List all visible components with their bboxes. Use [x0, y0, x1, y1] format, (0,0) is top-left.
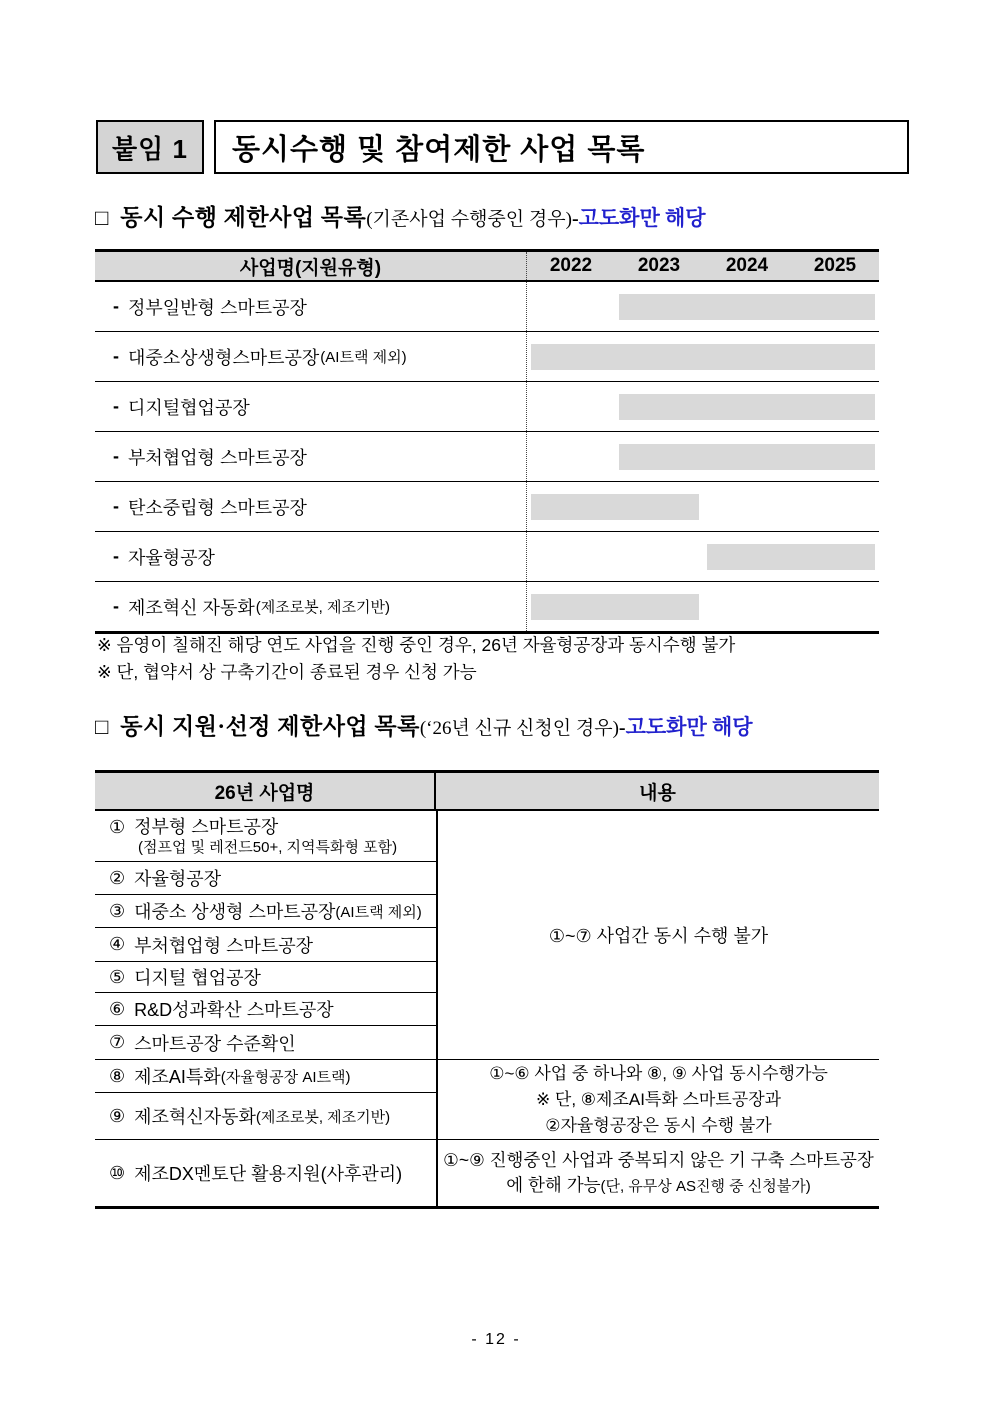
circled-number: ⑦ — [109, 1032, 126, 1052]
program-sub: (자율형공장 AI트랙) — [220, 1068, 351, 1086]
table-row-item-1 — [95, 811, 436, 862]
table-row-item-9 — [95, 1093, 436, 1140]
content-line: ※ 단, ⑧제조AI특화 스마트공장과 — [535, 1089, 782, 1109]
content-line: ②자율형공장은 동시 수행 불가 — [545, 1115, 772, 1135]
section1-title-highlight: 고도화만 해당 — [578, 206, 706, 230]
table-row-item-8 — [95, 1060, 436, 1093]
content-small: (단, 유무상 AS진행 중 신청불가) — [600, 1177, 811, 1195]
program-name: R&D성과확산 스마트공장 — [134, 1000, 334, 1020]
program-name: 정부일반형 스마트공장 — [128, 297, 307, 318]
program-name: 스마트공장 수준확인 — [134, 1033, 296, 1054]
content-main: ①~⑨ 진행중인 사업과 중복되지 않은 기 구축 스마트공장에 한해 가능 — [443, 1149, 874, 1195]
program-sub: (제조로봇, 제조기반) — [255, 599, 390, 616]
year-header: 2023 — [637, 255, 681, 276]
page-title-box — [214, 120, 909, 174]
program-sub: (AI트랙 제외) — [320, 349, 407, 366]
table-row-item-5 — [95, 962, 436, 993]
program-name: 디지털협업공장 — [128, 397, 250, 418]
shade-bar — [531, 594, 699, 620]
content-line: ①~⑦ 사업간 동시 수행 불가 — [548, 926, 769, 946]
program-name: 탄소중립형 스마트공장 — [128, 497, 307, 518]
program-name: 제조DX멘토단 활용지원(사후관리) — [134, 1164, 403, 1184]
program-name: 디지털 협업공장 — [134, 968, 261, 988]
circled-number: ④ — [109, 934, 126, 954]
section2-title-highlight: 고도화만 해당 — [625, 715, 753, 739]
circled-number: ⑥ — [109, 998, 126, 1019]
program-name: 자율형공장 — [128, 547, 215, 568]
table-row-item-6 — [95, 993, 436, 1026]
table2-header-row — [95, 773, 879, 811]
section2-title-dash: - — [618, 717, 626, 739]
year-header: 2024 — [725, 255, 769, 276]
section2-title-paren: (‘26년 신규 신청인 경우) — [419, 718, 619, 739]
table1-year-headers — [526, 252, 879, 280]
program-name: 대중소 상생형 스마트공장 — [134, 902, 336, 922]
section1-title-paren: (기존사업 수행중인 경우) — [366, 209, 572, 230]
program-name: 부처협업형 스마트공장 — [128, 447, 307, 468]
content-line: ①~⑥ 사업 중 하나와 ⑧, ⑨ 사업 동시수행가능 — [489, 1063, 828, 1083]
table-row-item-3 — [95, 895, 436, 928]
section1-heading — [95, 199, 706, 232]
attachment-badge — [96, 120, 204, 174]
row-dash: - — [113, 296, 119, 316]
content-cell-group3 — [436, 1140, 879, 1206]
table1-header-row — [95, 252, 879, 282]
program-name: 대중소상생형스마트공장 — [128, 347, 320, 368]
circled-number: ⑨ — [109, 1105, 126, 1126]
circled-number: ⑧ — [109, 1065, 126, 1086]
circled-number: ② — [109, 867, 126, 888]
section2-title: 동시 지원·선정 제한사업 목록 — [120, 714, 420, 739]
shade-bar — [619, 394, 875, 420]
table-row — [95, 382, 879, 432]
table-row — [95, 582, 879, 631]
note-line: ※ 단, 협약서 상 구축기간이 종료된 경우 신청 가능 — [97, 662, 477, 682]
section1-title-dash: - — [571, 208, 579, 230]
circled-number: ⑤ — [109, 966, 126, 987]
program-name: 제조AI특화 — [134, 1067, 221, 1087]
page-number: - 12 - — [471, 1331, 521, 1348]
table2-body — [95, 811, 879, 1206]
program-name: 제조혁신 자동화 — [128, 597, 255, 618]
square-bullet-icon: □ — [95, 714, 109, 739]
program-sub: (AI트랙 제외) — [335, 903, 422, 921]
table-row-item-7 — [95, 1026, 436, 1060]
program-name: 자율형공장 — [134, 869, 222, 889]
table2-col1-header: 26년 사업명 — [95, 773, 436, 809]
section1-title: 동시 수행 제한사업 목록 — [120, 205, 367, 230]
shade-bar — [619, 294, 875, 320]
row-dash: - — [113, 496, 119, 516]
shade-bar — [619, 444, 875, 470]
concurrent-restriction-table — [95, 249, 879, 634]
attachment-badge-label: 붙임 1 — [112, 133, 188, 164]
program-subline: (점프업 및 레전드50+, 지역특화형 포함) — [138, 838, 398, 856]
program-name: 정부형 스마트공장 — [134, 816, 279, 837]
row-dash: - — [113, 396, 119, 416]
shade-bar — [707, 544, 875, 570]
row-dash: - — [113, 546, 119, 566]
program-sub: (제조로봇, 제조기반) — [255, 1108, 391, 1126]
table2-col2-header: 내용 — [639, 782, 676, 804]
circled-number: ⑩ — [109, 1162, 126, 1183]
section2-heading — [95, 708, 753, 741]
table-row — [95, 482, 879, 532]
square-bullet-icon: □ — [95, 205, 109, 230]
shade-bar — [531, 344, 875, 370]
table-row — [95, 532, 879, 582]
note-line: ※ 음영이 칠해진 해당 연도 사업을 진행 중인 경우, 26년 자율형공장과 동시수행 불가 — [97, 635, 736, 655]
content-cell-group1 — [436, 811, 879, 1060]
page-title: 동시수행 및 참여제한 사업 목록 — [232, 133, 646, 166]
row-dash: - — [113, 596, 119, 616]
shade-bar — [531, 494, 699, 520]
selection-restriction-table — [95, 770, 879, 1209]
table-row — [95, 432, 879, 482]
circled-number: ① — [109, 816, 126, 837]
content-cell-group2 — [436, 1060, 879, 1140]
program-name: 제조혁신자동화 — [134, 1107, 256, 1127]
table-row-item-10 — [95, 1140, 436, 1206]
circled-number: ③ — [109, 900, 126, 921]
row-dash: - — [113, 346, 119, 366]
year-header: 2022 — [549, 255, 593, 276]
program-name: 부처협업형 스마트공장 — [134, 935, 314, 956]
year-header: 2025 — [813, 255, 857, 276]
table-row-item-4 — [95, 928, 436, 962]
table1-notes — [97, 632, 735, 686]
table-row — [95, 332, 879, 382]
table-row-item-2 — [95, 862, 436, 895]
row-dash: - — [113, 446, 119, 466]
table-row — [95, 282, 879, 332]
table1-name-header: 사업명(지원유형) — [239, 257, 382, 279]
